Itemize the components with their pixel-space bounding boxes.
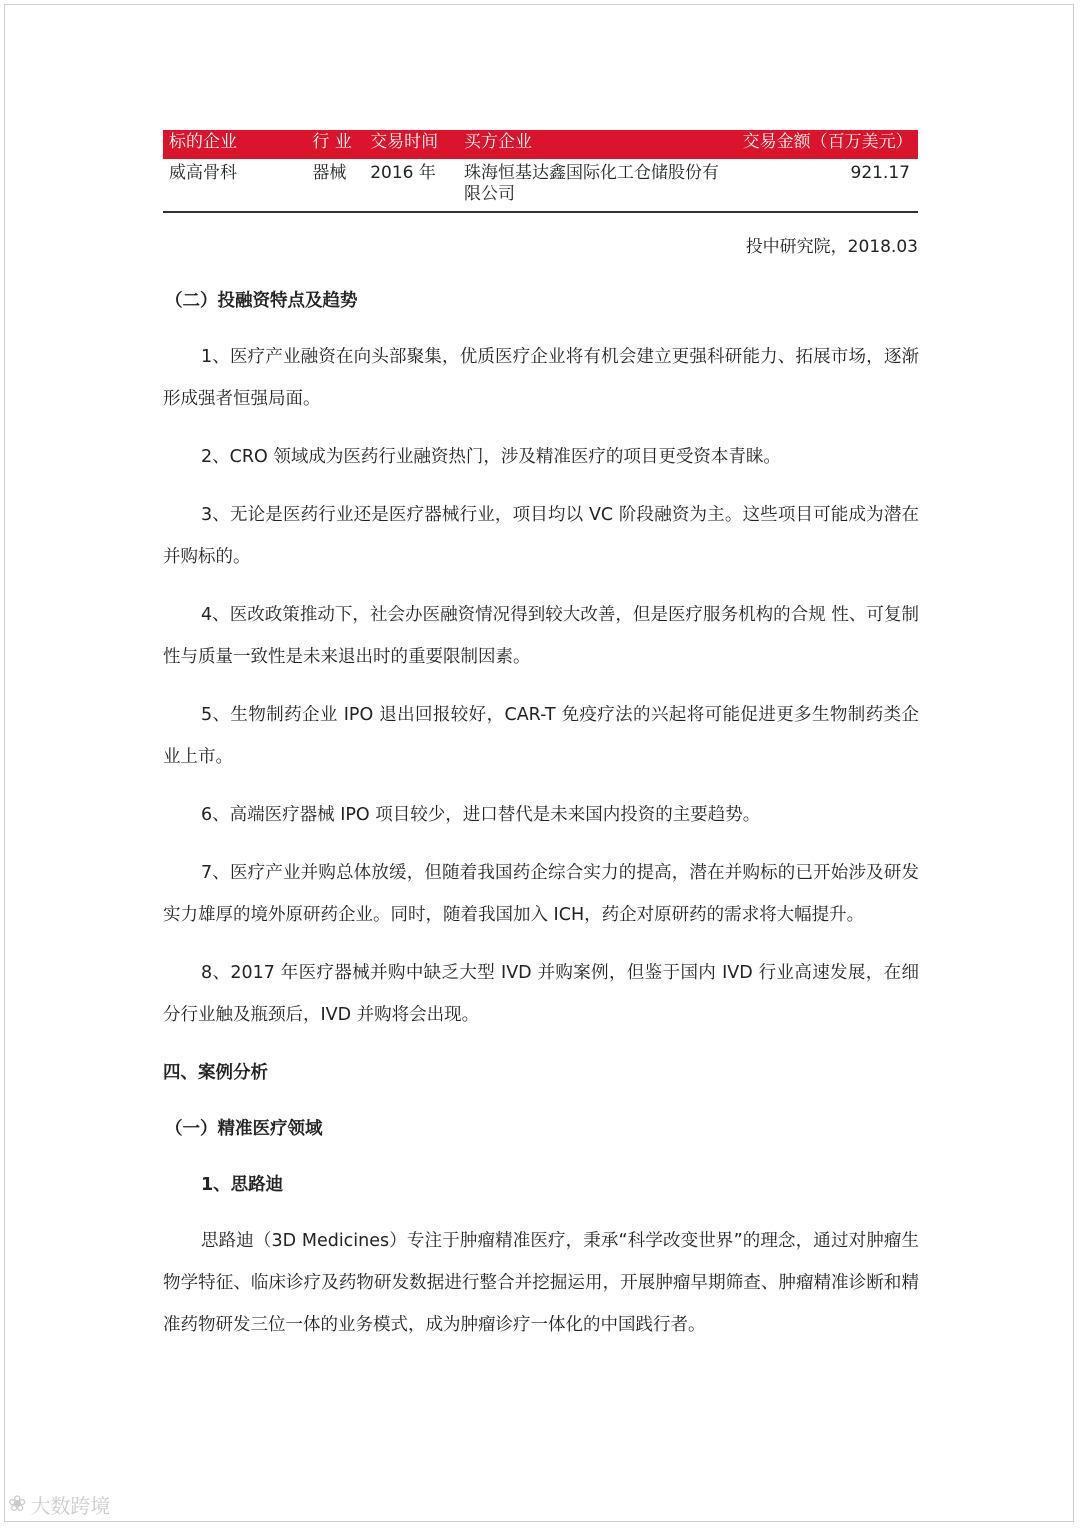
deal-table <box>163 130 918 213</box>
cell-industry: 器械 <box>312 163 347 183</box>
table-row <box>163 159 918 212</box>
watermark-text: 大数跨境 <box>30 1494 111 1518</box>
cell-buyer: 珠海恒基达鑫国际化工仓储股份有限公司 <box>463 163 719 204</box>
trend-item-2: 2、CRO 领域成为医药行业融资热门，涉及精准医疗的项目更受资本青睐。 <box>201 447 781 467</box>
watermark <box>8 1490 110 1519</box>
section-cases-title: 四、案例分析 <box>163 1063 268 1083</box>
trend-item-4: 4、医改政策推动下，社会办医融资情况得到较大改善，但是医疗服务机构的合规 性、可复制性与质量一致性是未来退出时的重要限制因素。 <box>163 605 919 667</box>
section-cases-subtitle: （一）精准医疗领域 <box>165 1119 323 1139</box>
trend-item-6: 6、高端医疗器械 IPO 项目较少，进口替代是未来国内投资的主要趋势。 <box>201 805 761 825</box>
header-buyer: 买方企业 <box>458 130 737 159</box>
trend-item-3: 3、无论是医药行业还是医疗器械行业，项目均以 VC 阶段融资为主。这些项目可能成为潜在并购标的。 <box>163 505 919 567</box>
trend-item-8: 8、2017 年医疗器械并购中缺乏大型 IVD 并购案例，但鉴于国内 IVD 行业高速发展，在细分行业触及瓶颈后，IVD 并购将会出现。 <box>163 963 919 1025</box>
case-title: 1、思路迪 <box>201 1175 284 1195</box>
cell-company: 威高骨科 <box>169 163 237 183</box>
logo-icon: ❀ <box>8 1492 27 1517</box>
content <box>163 280 919 1362</box>
trend-item-7: 7、医疗产业并购总体放缓，但随着我国药企综合实力的提高，潜在并购标的已开始涉及研发实力雄厚的境外原研药企业。同时，随着我国加入 ICH，药企对原研药的需求将大幅提升。 <box>163 863 919 925</box>
header-company: 标的企业 <box>163 130 306 159</box>
section-trends-title: （二）投融资特点及趋势 <box>165 291 358 311</box>
cell-amount: 921.17 <box>850 163 910 183</box>
header-industry: 行 业 <box>306 130 364 159</box>
trend-item-1: 1、医疗产业融资在向头部聚集，优质医疗企业将有机会建立更强科研能力、拓展市场，逐渐形成强者恒强局面。 <box>163 347 919 409</box>
header-amount: 交易金额（百万美元） <box>737 130 918 159</box>
table-header-row <box>163 130 918 159</box>
cell-time: 2016 年 <box>370 163 436 183</box>
source-note: 投中研究院，2018.03 <box>745 237 918 257</box>
header-time: 交易时间 <box>364 130 458 159</box>
trend-item-5: 5、生物制药企业 IPO 退出回报较好，CAR-T 免疫疗法的兴起将可能促进更多生物制药类企业上市。 <box>163 705 919 767</box>
case-text: 思路迪（3D Medicines）专注于肿瘤精准医疗，秉承“科学改变世界”的理念，通过对肿瘤生物学特征、临床诊疗及药物研发数据进行整合并挖掘运用，开展肿瘤早期筛查、肿瘤精准诊断和精准药物研发三位一体的业务模式，成为肿瘤诊疗一体化的中国践行者。 <box>163 1231 919 1335</box>
